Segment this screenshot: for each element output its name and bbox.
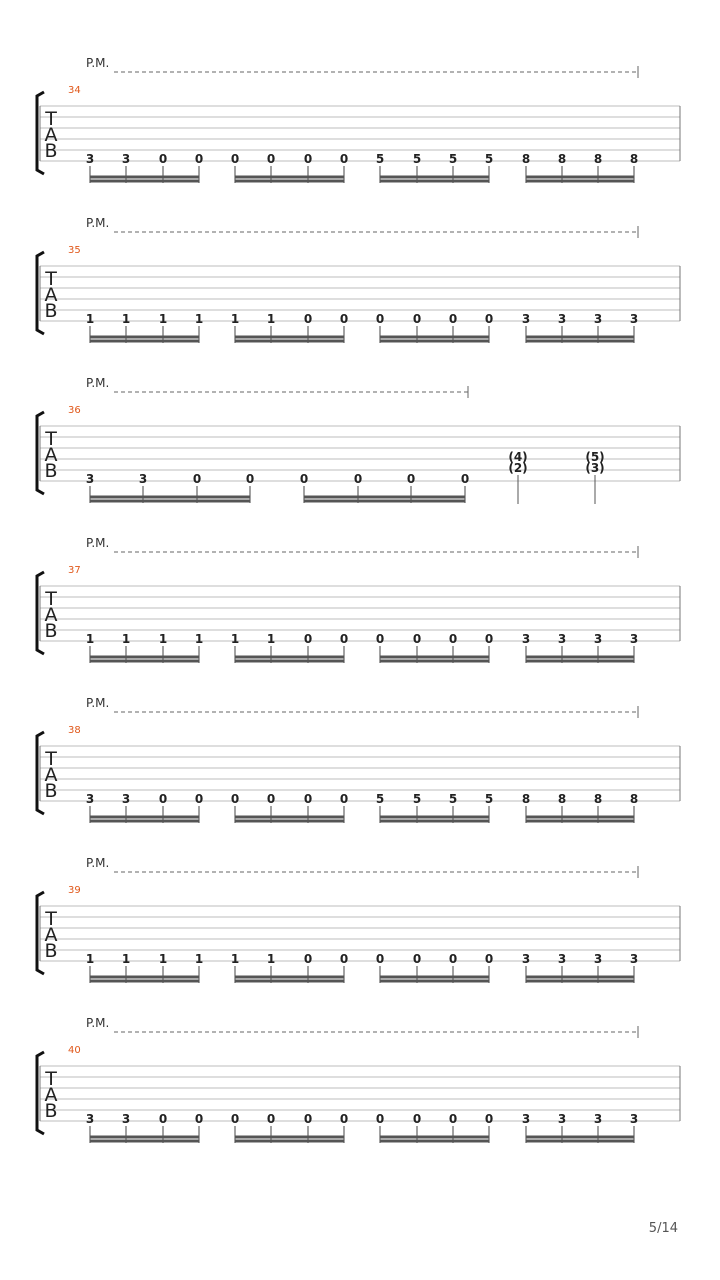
- tab-clef-letter: B: [44, 140, 58, 162]
- fret-number: 0: [194, 152, 204, 166]
- palm-mute-label: P.M.: [86, 856, 110, 870]
- tab-clef-letter: T: [45, 588, 57, 610]
- fret-number: 0: [303, 1112, 313, 1126]
- palm-mute-label: P.M.: [86, 536, 110, 550]
- tab-system: [37, 536, 680, 663]
- tab-system: [37, 696, 680, 823]
- fret-number: 5: [448, 792, 458, 806]
- tab-clef-letter: A: [44, 1084, 58, 1106]
- fret-number: 0: [303, 632, 313, 646]
- fret-number: 0: [406, 472, 416, 486]
- measure-number: 37: [68, 565, 81, 576]
- tab-clef-letter: T: [45, 428, 57, 450]
- palm-mute-label: P.M.: [86, 696, 110, 710]
- fret-number: 8: [521, 152, 531, 166]
- fret-number: 0: [303, 952, 313, 966]
- fret-number: 0: [230, 1112, 240, 1126]
- fret-number: 0: [339, 952, 349, 966]
- fret-number: 3: [629, 312, 639, 326]
- tab-clef-letter: B: [44, 1100, 58, 1122]
- fret-number: 1: [194, 632, 204, 646]
- fret-number: 8: [593, 792, 603, 806]
- fret-number: 0: [158, 792, 168, 806]
- tab-clef-letter: T: [45, 108, 57, 130]
- tab-system: [37, 1016, 680, 1143]
- fret-number: 1: [194, 952, 204, 966]
- fret-number: 3: [557, 632, 567, 646]
- tab-clef-letter: T: [45, 748, 57, 770]
- fret-number: 1: [230, 312, 240, 326]
- page-number: 5/14: [648, 1221, 678, 1236]
- fret-number: 8: [557, 792, 567, 806]
- fret-number: 1: [85, 632, 95, 646]
- fret-number: 8: [629, 152, 639, 166]
- fret-number: 0: [484, 1112, 494, 1126]
- measure-number: 38: [68, 725, 81, 736]
- tab-system: [37, 56, 680, 183]
- fret-number: 0: [375, 312, 385, 326]
- fret-number: 1: [266, 312, 276, 326]
- fret-number: 0: [158, 1112, 168, 1126]
- fret-number: 0: [448, 632, 458, 646]
- fret-number: 0: [303, 312, 313, 326]
- fret-number: 0: [266, 152, 276, 166]
- fret-number: 3: [121, 792, 131, 806]
- fret-number: 0: [412, 952, 422, 966]
- fret-number: 0: [484, 632, 494, 646]
- tab-clef-letter: A: [44, 764, 58, 786]
- tab-clef-letter: B: [44, 780, 58, 802]
- fret-number: 1: [158, 312, 168, 326]
- fret-number: 3: [85, 792, 95, 806]
- ghost-fret-lower: (2): [508, 461, 528, 475]
- fret-number: 0: [303, 152, 313, 166]
- fret-number: 1: [158, 632, 168, 646]
- fret-number: 0: [412, 1112, 422, 1126]
- fret-number: 3: [121, 152, 131, 166]
- fret-number: 8: [557, 152, 567, 166]
- fret-number: 3: [629, 952, 639, 966]
- fret-number: 0: [412, 312, 422, 326]
- fret-number: 0: [375, 952, 385, 966]
- fret-number: 0: [448, 312, 458, 326]
- measure-number: 35: [68, 245, 81, 256]
- tab-clef-letter: A: [44, 284, 58, 306]
- fret-number: 3: [521, 312, 531, 326]
- palm-mute-label: P.M.: [86, 216, 110, 230]
- fret-number: 3: [593, 952, 603, 966]
- fret-number: 0: [412, 632, 422, 646]
- palm-mute-label: P.M.: [86, 376, 110, 390]
- fret-number: 5: [484, 152, 494, 166]
- fret-number: 3: [593, 632, 603, 646]
- measure-number: 40: [68, 1045, 81, 1056]
- fret-number: 1: [266, 632, 276, 646]
- fret-number: 3: [557, 952, 567, 966]
- tab-clef-letter: A: [44, 604, 58, 626]
- fret-number: 0: [375, 632, 385, 646]
- fret-number: 1: [85, 952, 95, 966]
- ghost-fret-lower: (3): [585, 461, 605, 475]
- fret-number: 3: [557, 1112, 567, 1126]
- fret-number: 0: [303, 792, 313, 806]
- fret-number: 1: [121, 632, 131, 646]
- fret-number: 1: [230, 952, 240, 966]
- fret-number: 5: [484, 792, 494, 806]
- fret-number: 0: [266, 1112, 276, 1126]
- ghost-fret-upper: (5): [585, 450, 605, 464]
- fret-number: 0: [460, 472, 470, 486]
- tab-clef-letter: T: [45, 908, 57, 930]
- fret-number: 5: [412, 152, 422, 166]
- tab-clef-letter: B: [44, 300, 58, 322]
- fret-number: 3: [593, 312, 603, 326]
- fret-number: 8: [629, 792, 639, 806]
- tab-clef-letter: A: [44, 444, 58, 466]
- fret-number: 3: [138, 472, 148, 486]
- fret-number: 0: [230, 792, 240, 806]
- fret-number: 0: [245, 472, 255, 486]
- fret-number: 0: [353, 472, 363, 486]
- fret-number: 8: [521, 792, 531, 806]
- tab-system: [37, 376, 680, 504]
- fret-number: 0: [299, 472, 309, 486]
- fret-number: 1: [158, 952, 168, 966]
- fret-number: 0: [339, 312, 349, 326]
- fret-number: 3: [85, 1112, 95, 1126]
- fret-number: 3: [521, 632, 531, 646]
- tab-clef-letter: A: [44, 924, 58, 946]
- fret-number: 5: [448, 152, 458, 166]
- palm-mute-label: P.M.: [86, 56, 110, 70]
- fret-number: 0: [339, 632, 349, 646]
- fret-number: 0: [339, 152, 349, 166]
- fret-number: 3: [85, 152, 95, 166]
- fret-number: 0: [484, 312, 494, 326]
- fret-number: 1: [85, 312, 95, 326]
- fret-number: 3: [557, 312, 567, 326]
- fret-number: 5: [375, 792, 385, 806]
- fret-number: 3: [593, 1112, 603, 1126]
- fret-number: 1: [230, 632, 240, 646]
- palm-mute-label: P.M.: [86, 1016, 110, 1030]
- fret-number: 1: [121, 312, 131, 326]
- fret-number: 3: [629, 1112, 639, 1126]
- tab-clef-letter: T: [45, 1068, 57, 1090]
- fret-number: 0: [339, 1112, 349, 1126]
- measure-number: 36: [68, 405, 81, 416]
- tab-clef-letter: A: [44, 124, 58, 146]
- ghost-fret-upper: (4): [508, 450, 528, 464]
- fret-number: 3: [85, 472, 95, 486]
- tab-clef-letter: T: [45, 268, 57, 290]
- fret-number: 5: [412, 792, 422, 806]
- fret-number: 0: [158, 152, 168, 166]
- tab-system: [37, 856, 680, 983]
- fret-number: 0: [194, 1112, 204, 1126]
- fret-number: 0: [448, 952, 458, 966]
- fret-number: 1: [266, 952, 276, 966]
- fret-number: 0: [484, 952, 494, 966]
- tab-clef-letter: B: [44, 620, 58, 642]
- fret-number: 0: [266, 792, 276, 806]
- fret-number: 0: [192, 472, 202, 486]
- fret-number: 3: [629, 632, 639, 646]
- fret-number: 0: [194, 792, 204, 806]
- fret-number: 0: [375, 1112, 385, 1126]
- fret-number: 3: [521, 1112, 531, 1126]
- fret-number: 3: [121, 1112, 131, 1126]
- fret-number: 1: [194, 312, 204, 326]
- fret-number: 5: [375, 152, 385, 166]
- fret-number: 8: [593, 152, 603, 166]
- fret-number: 0: [448, 1112, 458, 1126]
- fret-number: 0: [339, 792, 349, 806]
- tab-system: [37, 216, 680, 343]
- fret-number: 1: [121, 952, 131, 966]
- measure-number: 39: [68, 885, 81, 896]
- measure-number: 34: [68, 85, 81, 96]
- fret-number: 0: [230, 152, 240, 166]
- fret-number: 3: [521, 952, 531, 966]
- tab-clef-letter: B: [44, 460, 58, 482]
- tab-clef-letter: B: [44, 940, 58, 962]
